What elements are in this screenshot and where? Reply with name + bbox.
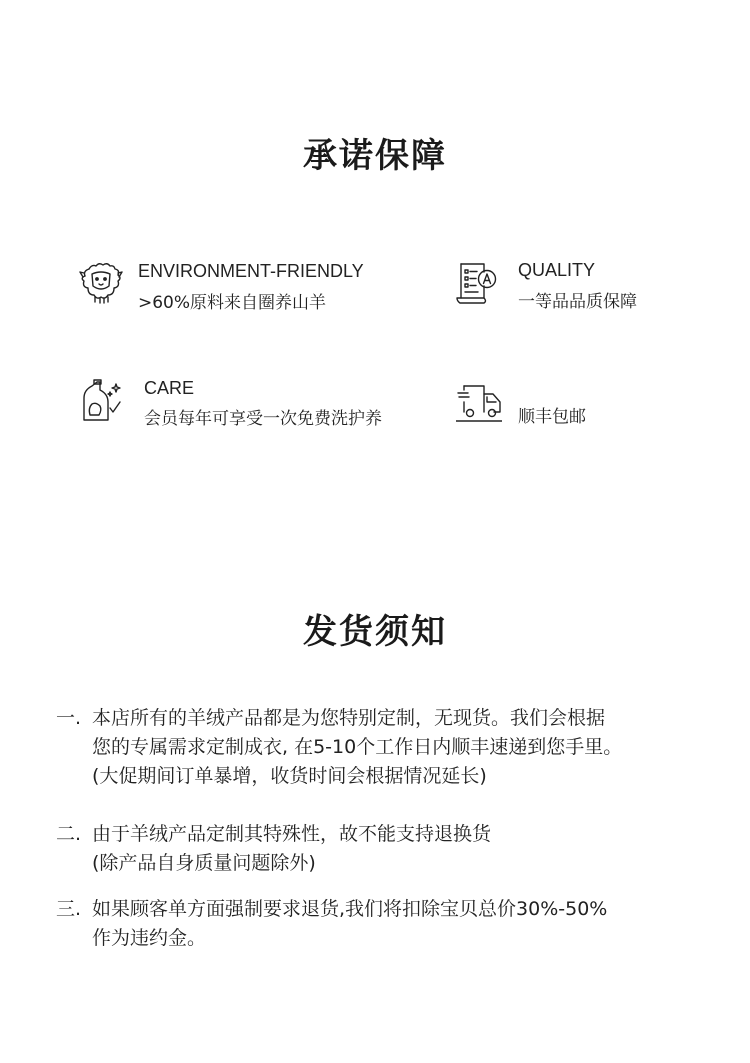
notice-line: (大促期间订单暴增，收货时间会根据情况延长) <box>92 765 487 787</box>
notice-line: 本店所有的羊绒产品都是为您特别定制，无现货。我们会根据 <box>92 707 606 729</box>
delivery-truck-icon <box>456 380 502 426</box>
shipping-notice-section-title: 发货须知 <box>303 612 447 652</box>
quality-document-icon <box>454 260 500 306</box>
notice-number: 三. <box>56 898 82 920</box>
feature-label-cn: 一等品品质保障 <box>518 292 637 312</box>
feature-label-cn: 会员每年可享受一次免费洗护养 <box>144 409 382 429</box>
notice-line: 您的专属需求定制成衣, 在5-10个工作日内顺丰速递到您手里。 <box>92 736 623 758</box>
notice-item <box>56 895 716 953</box>
feature-label-en: CARE <box>144 378 195 398</box>
laundry-care-icon <box>80 378 126 424</box>
sheep-icon <box>78 260 124 306</box>
notice-line: 如果顾客单方面强制要求退货,我们将扣除宝贝总价30%-50% <box>92 898 608 920</box>
feature-label-en: QUALITY <box>518 260 596 280</box>
promise-section-title: 承诺保障 <box>303 136 447 176</box>
notice-line: 作为违约金。 <box>92 927 207 949</box>
feature-label-cn: >60%原料来自圈养山羊 <box>138 293 327 313</box>
notice-line: 由于羊绒产品定制其特殊性，故不能支持退换货 <box>92 823 492 845</box>
notice-item <box>56 820 716 878</box>
notice-line: (除产品自身质量问题除外) <box>92 852 316 874</box>
notice-number: 二. <box>56 823 82 845</box>
feature-label-en: ENVIRONMENT-FRIENDLY <box>138 261 364 281</box>
notice-number: 一. <box>56 707 82 729</box>
notice-item <box>56 704 716 791</box>
feature-label-cn: 顺丰包邮 <box>518 407 586 427</box>
